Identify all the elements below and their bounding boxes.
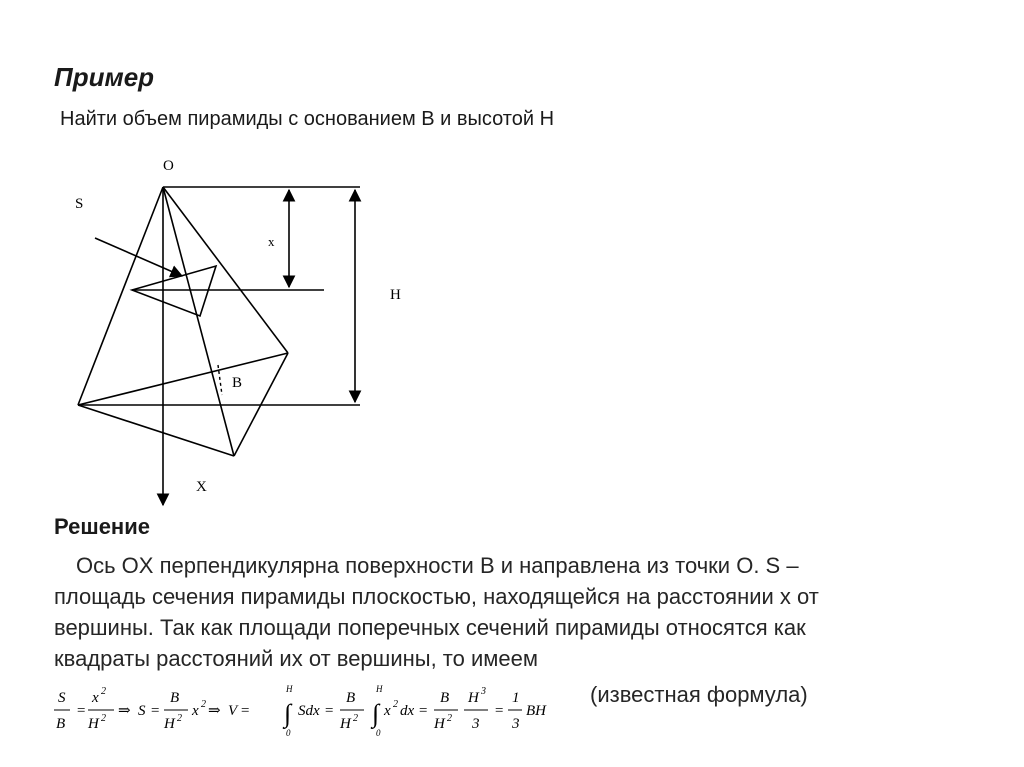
solution-line: Ось ОX перпендикулярна поверхности B и направлена из точки O. S – bbox=[76, 553, 799, 578]
task-statement: Найти объем пирамиды с основанием B и высотой H bbox=[60, 108, 555, 130]
svg-text:3: 3 bbox=[481, 686, 486, 697]
svg-text:2: 2 bbox=[393, 699, 398, 710]
svg-text:S: S bbox=[138, 703, 146, 719]
svg-text:B: B bbox=[56, 716, 66, 732]
solution-text bbox=[54, 550, 994, 674]
svg-text:H: H bbox=[88, 716, 99, 732]
edge-apex-left bbox=[78, 187, 163, 405]
label-h: H bbox=[390, 287, 401, 303]
svg-text:BH: BH bbox=[526, 703, 546, 719]
svg-text:1: 1 bbox=[512, 690, 520, 706]
base-edge-3 bbox=[78, 405, 234, 456]
svg-text:0: 0 bbox=[376, 728, 381, 738]
svg-text:=: = bbox=[494, 703, 505, 719]
svg-text:3: 3 bbox=[512, 716, 520, 732]
base-edge-1 bbox=[78, 353, 288, 405]
svg-text:=: = bbox=[240, 703, 251, 719]
cross-section bbox=[132, 266, 216, 316]
edge-apex-right bbox=[163, 187, 288, 353]
svg-text:S: S bbox=[58, 690, 66, 706]
svg-text:B: B bbox=[346, 690, 356, 706]
svg-text:x: x bbox=[192, 703, 199, 719]
svg-text:H: H bbox=[340, 716, 351, 732]
svg-text:∫: ∫ bbox=[372, 699, 380, 728]
solution-line: вершины. Так как площади поперечных сечений пирамиды относятся как bbox=[54, 615, 806, 640]
svg-text:2: 2 bbox=[447, 713, 452, 724]
svg-text:dx: dx bbox=[400, 703, 415, 719]
svg-text:2: 2 bbox=[101, 686, 106, 697]
svg-text:x: x bbox=[384, 703, 391, 719]
example-heading: Пример bbox=[54, 62, 155, 92]
svg-text:B: B bbox=[440, 690, 450, 706]
svg-text:H: H bbox=[434, 716, 445, 732]
svg-text:V: V bbox=[228, 703, 238, 719]
svg-text:=: = bbox=[324, 703, 335, 719]
svg-text:2: 2 bbox=[177, 713, 182, 724]
volume-formula bbox=[54, 684, 574, 744]
label-o: O bbox=[163, 158, 174, 174]
label-s: S bbox=[75, 196, 84, 212]
svg-text:2: 2 bbox=[201, 699, 206, 710]
label-x-axis: X bbox=[196, 479, 207, 495]
label-b: B bbox=[232, 375, 243, 391]
svg-text:0: 0 bbox=[286, 728, 291, 738]
svg-text:2: 2 bbox=[353, 713, 358, 724]
svg-text:H: H bbox=[376, 684, 383, 694]
svg-text:B: B bbox=[170, 690, 180, 706]
label-x-small: x bbox=[268, 234, 275, 249]
svg-text:x: x bbox=[92, 690, 99, 706]
solution-line: площадь сечения пирамиды плоскостью, находящейся на расстоянии x от bbox=[54, 584, 819, 609]
svg-text:⇒: ⇒ bbox=[208, 703, 221, 719]
svg-text:H: H bbox=[164, 716, 175, 732]
svg-text:H: H bbox=[286, 684, 293, 694]
solution-heading: Решение bbox=[54, 514, 150, 539]
solution-line: квадраты расстояний их от вершины, то имеем bbox=[54, 646, 538, 671]
s-pointer-arrow bbox=[95, 238, 182, 276]
svg-text:⇒: ⇒ bbox=[118, 703, 131, 719]
svg-text:H: H bbox=[468, 690, 479, 706]
svg-text:∫: ∫ bbox=[284, 699, 292, 728]
formula-note: (известная формула) bbox=[590, 682, 808, 707]
svg-text:=: = bbox=[418, 703, 429, 719]
svg-text:2: 2 bbox=[101, 713, 106, 724]
edge-apex-front bbox=[163, 187, 234, 456]
svg-text:=: = bbox=[76, 703, 87, 719]
svg-text:=: = bbox=[150, 703, 161, 719]
svg-text:3: 3 bbox=[472, 716, 480, 732]
svg-text:Sdx: Sdx bbox=[298, 703, 320, 719]
